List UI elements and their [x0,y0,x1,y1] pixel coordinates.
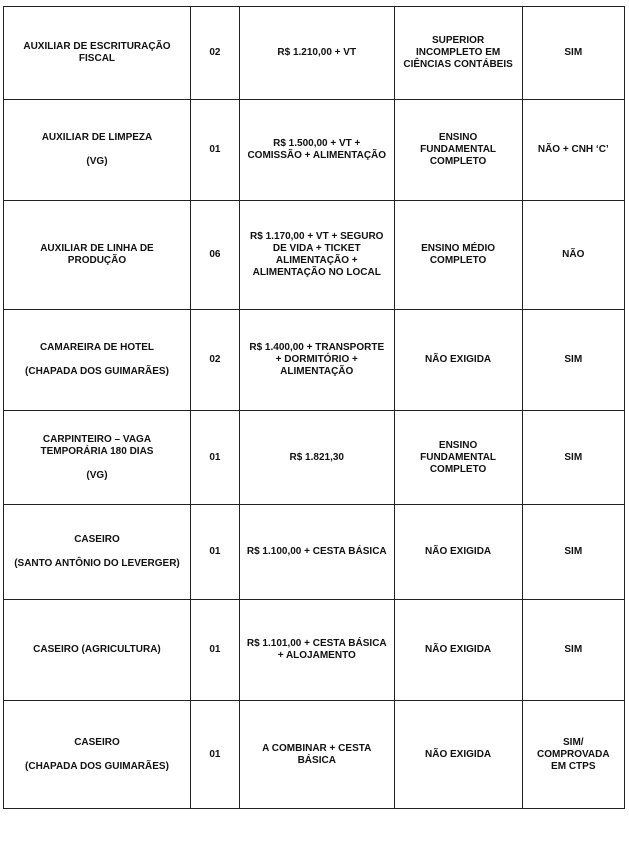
job-location: (SANTO ANTÔNIO DO LEVERGER) [14,558,180,569]
job-title-cell [4,411,191,505]
salary-benefits: A COMBINAR + CESTA BÁSICA [239,701,394,809]
salary-benefits: R$ 1.101,00 + CESTA BÁSICA + ALOJAMENTO [239,600,394,701]
job-openings-table [3,6,625,809]
salary-benefits: R$ 1.400,00 + TRANSPORTE + DORMITÓRIO + ALIMENTAÇÃO [239,310,394,411]
job-title: AUXILIAR DE LINHA DE PRODUÇÃO [40,243,154,266]
education-requirement: ENSINO FUNDAMENTAL COMPLETO [394,411,522,505]
experience-requirement: SIM [522,7,624,100]
job-location: (VG) [86,156,108,167]
job-title: CAMAREIRA DE HOTEL [39,342,155,353]
job-location: (VG) [86,469,108,481]
table-row [4,411,625,505]
salary-benefits: R$ 1.100,00 + CESTA BÁSICA [239,505,394,600]
job-title: CASEIRO [74,736,120,748]
education-requirement: NÃO EXIGIDA [394,701,522,809]
vacancy-count: 01 [190,505,239,600]
experience-requirement: SIM [522,310,624,411]
job-location: (CHAPADA DOS GUIMARÃES) [25,760,169,772]
vacancy-count: 02 [190,7,239,100]
job-title: AUXILIAR DE ESCRITURAÇÃO FISCAL [23,41,171,64]
job-title-cell [4,505,191,600]
table-row [4,701,625,809]
salary-benefits: R$ 1.821,30 [239,411,394,505]
job-title-cell [4,7,191,100]
vacancy-count: 01 [190,411,239,505]
job-title: AUXILIAR DE LIMPEZA [41,132,153,143]
job-title-cell [4,201,191,310]
table-row [4,100,625,201]
education-requirement: NÃO EXIGIDA [394,310,522,411]
experience-requirement: SIM [522,411,624,505]
salary-benefits: R$ 1.170,00 + VT + SEGURO DE VIDA + TICKET ALIMENTAÇÃO + ALIMENTAÇÃO NO LOCAL [239,201,394,310]
job-title-cell [4,701,191,809]
job-title: CARPINTEIRO – VAGA TEMPORÁRIA 180 DIAS [40,433,154,457]
vacancy-count: 01 [190,701,239,809]
education-requirement: NÃO EXIGIDA [394,600,522,701]
vacancy-count: 01 [190,600,239,701]
experience-requirement: NÃO [522,201,624,310]
experience-requirement: SIM/ COMPROVADA EM CTPS [522,701,624,809]
education-requirement: ENSINO MÉDIO COMPLETO [394,201,522,310]
table-row [4,600,625,701]
education-requirement: SUPERIOR INCOMPLETO EM CIÊNCIAS CONTÁBEIS [394,7,522,100]
table-row [4,7,625,100]
job-title: CASEIRO [74,534,120,545]
table-row [4,310,625,411]
education-requirement: NÃO EXIGIDA [394,505,522,600]
education-requirement: ENSINO FUNDAMENTAL COMPLETO [394,100,522,201]
job-title-cell [4,600,191,701]
salary-benefits: R$ 1.500,00 + VT + COMISSÃO + ALIMENTAÇÃO [239,100,394,201]
job-location: (CHAPADA DOS GUIMARÃES) [25,366,169,377]
vacancy-count: 01 [190,100,239,201]
vacancy-count: 02 [190,310,239,411]
experience-requirement: SIM [522,505,624,600]
table-row [4,505,625,600]
experience-requirement: SIM [522,600,624,701]
job-title-cell [4,100,191,201]
job-title-cell [4,310,191,411]
job-title: CASEIRO (AGRICULTURA) [33,644,161,655]
experience-requirement: NÃO + CNH ‘C’ [522,100,624,201]
vacancy-count: 06 [190,201,239,310]
salary-benefits: R$ 1.210,00 + VT [239,7,394,100]
table-row [4,201,625,310]
